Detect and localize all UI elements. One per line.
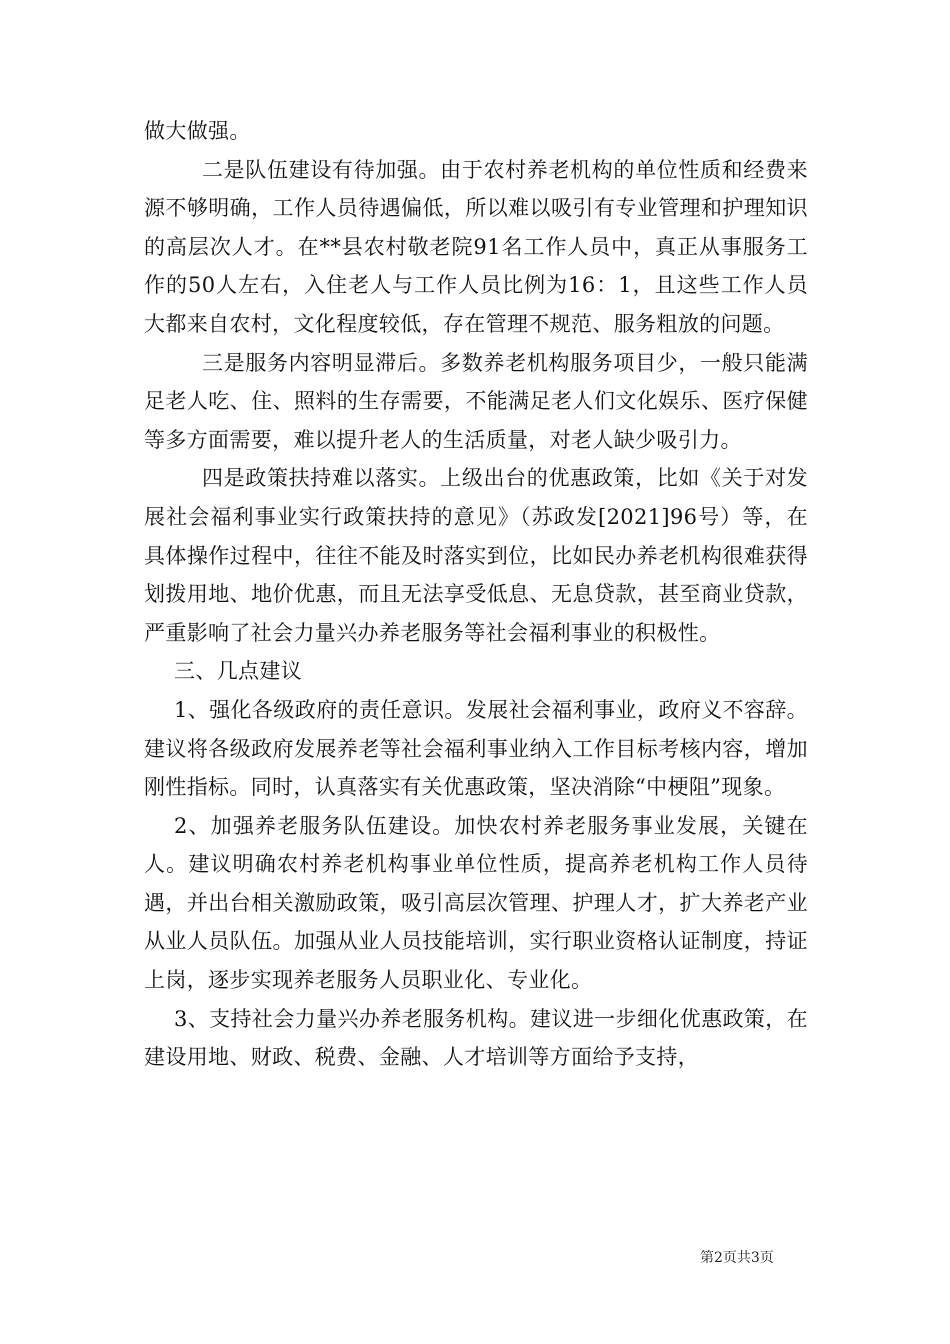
section-heading-suggestions: 三、几点建议	[174, 659, 303, 684]
suggestion-item-3: 3、支持社会力量兴办养老服务机构。建议进一步细化优惠政策，在建设用地、财政、税费、金融、人才培训等方面给予支持，	[144, 1006, 808, 1070]
suggestion-item-2: 2、加强养老服务队伍建设。加快农村养老服务事业发展，关键在人。建议明确农村养老机构事业单位性质，提高养老机构工作人员待遇，并出台相关激励政策，吸引高层次管理、护理人才，扩大养老产业从业人员队伍。加强从业人员技能培训，实行职业资格认证制度，持证上岗，逐步实现养老服务人员职业化、专业化。	[144, 813, 808, 993]
paragraph-continuation: 做大做强。	[144, 119, 251, 143]
paragraph-service-content: 三是服务内容明显滞后。多数养老机构服务项目少，一般只能满足老人吃、住、照料的生存需要，不能满足老人们文化娱乐、医疗保健等多方面需要，难以提升老人的生活质量，对老人缺少吸引力。	[144, 350, 808, 452]
suggestion-item-1: 1、强化各级政府的责任意识。发展社会福利事业，政府义不容辞。建议将各级政府发展养老等社会福利事业纳入工作目标考核内容，增加刚性指标。同时，认真落实有关优惠政策，坚决消除“中梗阻”现象。	[144, 697, 808, 800]
page-number-footer: 第2页共3页	[700, 1250, 774, 1266]
document-body	[144, 112, 808, 1077]
paragraph-policy-support: 四是政策扶持难以落实。上级出台的优惠政策，比如《关于对发展社会福利事业实行政策扶持的意见》（苏政发[2021]96号）等，在具体操作过程中，往往不能及时落实到位，比如民办养老机构很难获得划拨用地、地价优惠，而且无法享受低息、无息贷款，甚至商业贷款，严重影响了社会力量兴办养老服务等社会福利事业的积极性。	[144, 466, 808, 645]
paragraph-team-building: 二是队伍建设有待加强。由于农村养老机构的单位性质和经费来源不够明确，工作人员待遇偏低，所以难以吸引有专业管理和护理知识的高层次人才。在**县农村敬老院91名工作人员中，真正从事服务工作的50人左右，入住老人与工作人员比例为16：1，且这些工作人员大都来自农村，文化程度较低，存在管理不规范、服务粗放的问题。	[144, 157, 808, 336]
